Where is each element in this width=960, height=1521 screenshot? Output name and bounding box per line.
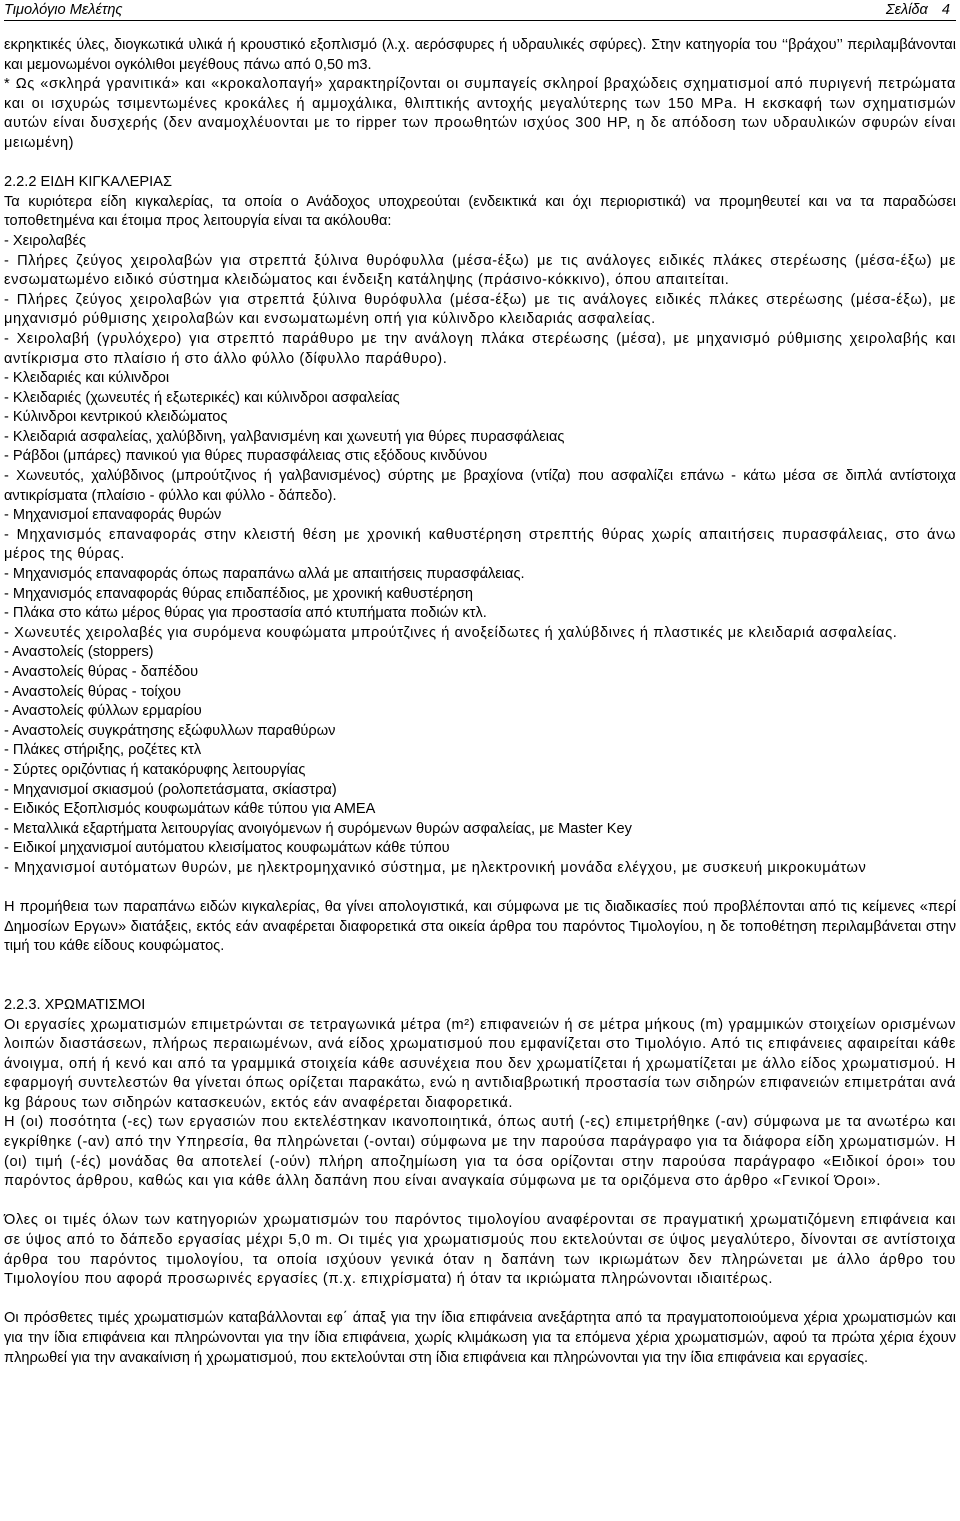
painting-payment: Η (οι) ποσότητα (-ες) των εργασιών που εκτελέστηκαν ικανοποιητικά, όπως αυτή (-ες) επιμετρήθηκε (-αν) σύμφωνα με τα ανωτέρω και εγκρίθηκε (-αν) από την Υπηρεσία, θα πληρώνεται (-ονται) σύμφωνα με την παρούσα παράγραφο για τα διάφορα είδη χρωματισμών. Η (οι) τιμή (-ές) μονάδας θα αποτελεί (-ούν) πλήρη αποζημίωση για τα όσα ορίζονται στην παρούσα παράγραφο «Ειδικοί όροι» του παρόντος άρθρου, καθώς και για κάθε άλλη δαπάνη που είναι αναγκαία σύμφωνα με τα οριζόμενα στο άρθρο «Γενικοί Όροι».: [4, 1114, 956, 1190]
list-item: - Αναστολείς θύρας - τοίχου: [4, 683, 181, 700]
page-number-value: 4: [941, 2, 950, 18]
list-item: - Χειρολαβή (γρυλόχερο) για στρεπτό παράθυρο με την ανάλογη πλάκα στερέωσης (μέσα), με μηχανισμό ρύθμισης χειρολαβής και αντίκρισμα στο πλαίσιο ή στο άλλο φύλλο (δίφυλλο παράθυρο).: [4, 330, 956, 367]
page-header: [4, 0, 956, 24]
list-item: - Κλειδαριές (χωνευτές ή εξωτερικές) και κύλινδροι ασφαλείας: [4, 389, 400, 406]
list-item: - Αναστολείς θύρας - δαπέδου: [4, 664, 199, 680]
list-item: - Αναστολείς συγκράτησης εξώφυλλων παραθύρων: [4, 722, 336, 739]
list-item: - Πλάκες στήριξης, ροζέτες κτλ: [4, 742, 202, 759]
spacer: [4, 1290, 956, 1310]
section-heading-painting: 2.2.3. ΧΡΩΜΑΤΙΣΜΟΙ: [4, 996, 146, 1013]
list-item: - Ειδικοί μηχανισμοί αυτόματου κλεισίματος κουφωμάτων κάθε τύπου: [4, 840, 450, 857]
list-item: - Ράβδοι (μπάρες) πανικού για θύρες πυρασφάλειας στις εξόδους κινδύνου: [4, 448, 488, 465]
hardware-intro: Τα κυριότερα είδη κιγκαλερίας, τα οποία ο Ανάδοχος υποχρεούται (ενδεικτικά και όχι περιοριστικά) να προμηθευτεί και να τα παραδώσει τοποθετημένα και έτοιμα προς λειτουργία είναι τα ακόλουθα:: [4, 193, 956, 230]
header-rule: [4, 20, 956, 21]
spacer: [4, 154, 956, 174]
list-item: - Σύρτες οριζόντιας ή κατακόρυφης λειτουργίας: [4, 761, 306, 778]
paragraph-granite-definition: * Ως «σκληρά γρανιτικά» και «κροκαλοπαγή» χαρακτηρίζονται οι συμπαγείς σκληροί βραχώδεις σχηματισμοί από πυριγενή πετρώματα και οι ισχυρώς τσιμεντωμένες κροκάλες ή αμμοχάλικα, θλιπτικής αντοχής μεγαλύτερης των 150 MPa. Η εκσκαφή των σχηματισμών αυτών είναι δυσχερής (δεν αναμοχλέυονται με το ripper των προωθητών ισχύος 300 HP, η δε απόδοση των υδραυλικών σφυρών είναι μειωμένη): [4, 76, 956, 151]
list-item: - Ειδικός Εξοπλισμός κουφωμάτων κάθε τύπου για ΑΜΕΑ: [4, 801, 376, 818]
list-item: - Κλειδαριά ασφαλείας, χαλύβδινη, γαλβανισμένη και χωνευτή για θύρες πυρασφάλειας: [4, 428, 565, 445]
painting-additional: Οι πρόσθετες τιμές χρωματισμών καταβάλλονται εφ΄ άπαξ για την ίδια επιφάνεια ανεξάρτητα από τα πραγματοποιούμενα χέρια χρωματισμών και για την ίδια επιφάνεια και πληρώνονται για την ίδια επιφάνεια, χωρίς κλιμάκωση για τα επόμενα χέρια χρωματισμών, αφού τα πρώτα χέρια έχουν πληρωθεί για την ανακαίνιση ή χρωματισμού, που εκτελούνται στη ίδια επιφάνεια και πληρώνονται για την ίδια επιφάνεια και εργασίες.: [4, 1310, 956, 1366]
painting-prices: Όλες οι τιμές όλων των κατηγοριών χρωματισμών του παρόντος τιμολογίου αναφέρονται σε πραγματική χρωματιζόμενη επιφάνεια και σε ύψος από το δάπεδο εργασίας μέχρι 5,0 m. Οι τιμές για χρωματισμούς που εκτελούνται σε ύψος μεγαλύτερο, δίνονται σε αντίστοιχα άρθρα του παρόντος τιμολογίου, τα οποία ισχύουν γενικά όταν η δαπάνη των ικριωμάτων δεν πληρώνεται με άλλο άρθρο του Τιμολογίου που αφορά προσωρινές εργασίες (π.χ. επιχρίσματα) ή όταν τα ικριώματα πληρώνονται ιδιαιτέρως.: [4, 1212, 956, 1288]
list-item: - Μηχανισμοί αυτόματων θυρών, με ηλεκτρομηχανικό σύστημα, με ηλεκτρονική μονάδα ελέγχου, με συσκευή μικροκυμάτων: [4, 859, 867, 876]
spacer: [4, 879, 956, 899]
page-number: [886, 0, 950, 20]
list-item: - Μηχανισμός επαναφοράς στην κλειστή θέση με χρονική καθυστέρηση στρεπτής θύρας χωρίς απαιτήσεις πυρασφάλειας, στο άνω μέρος της θύρας.: [4, 526, 956, 563]
hardware-closing: Η προμήθεια των παραπάνω ειδών κιγκαλερίας, θα γίνει απολογιστικά, και σύμφωνα με τις διαδικασίες πού προβλέπονται από τις κείμενες «περί Δημοσίων Εργων» διατάξεις, εκτός εάν αναφέρεται διαφορετικά στα οικεία άρθρα του παρόντος Τιμολογίου, η δε τοποθέτηση περιλαμβάνεται στην τιμή του κάθε είδους κουφώματος.: [4, 899, 956, 955]
page-content: [4, 24, 956, 1368]
paragraph-rock-definition: εκρηκτικές ύλες, διογκωτικά υλικά ή κρουστικό εξοπλισμό (λ.χ. αερόσφυρες ή υδραυλικές σφύρες). Στην κατηγορία του ‘‘βράχου’’ περιλαμβάνονται και μεμονωμένοι ογκόλιθοι μεγέθους πάνω από 0,50 m3.: [4, 37, 956, 73]
document-title: Τιμολόγιο Μελέτης: [4, 2, 123, 18]
list-item: - Μηχανισμός επαναφοράς θύρας επιδαπέδιος, με χρονική καθυστέρηση: [4, 585, 474, 602]
list-item: - Πλήρες ζεύγος χειρολαβών για στρεπτά ξύλινα θυρόφυλλα (μέσα-έξω) με τις ανάλογες ειδικές πλάκες στερέωσης (μέσα-έξω) με ενσωματωμένο ειδικό σύστημα κλειδώματος και ένδειξη κατάληψης (πράσινο-κόκκινο), όπου απαιτείται.: [4, 252, 956, 289]
list-item: - Μηχανισμοί επαναφοράς θυρών: [4, 507, 222, 524]
spacer: [4, 957, 956, 996]
list-item: - Χειρολαβές: [4, 232, 86, 249]
section-heading-hardware: 2.2.2 ΕΙΔΗ ΚΙΓΚΑΛΕΡΙΑΣ: [4, 174, 172, 191]
list-item: - Αναστολείς φύλλων ερμαρίου: [4, 703, 202, 720]
painting-measurement: Οι εργασίες χρωματισμών επιμετρώνται σε τετραγωνικά μέτρα (m²) επιφανειών ή σε μέτρα μήκους (m) γραμμικών στοιχείων ορισμένων λοιπών διαστάσεων, πλήρως περαιωμένων, ανά είδος χρωματισμού που εμφανίζεται στο Τιμολόγιο. Από τις επιφάνειες αφαιρείται κάθε άνοιγμα, οπή ή κενό και από τα γραμμικά στοιχεία κάθε ασυνέχεια που δεν χρωματίζεται ή χρωματίζεται με άλλο είδος χρωματισμού. Η εφαρμογή συντελεστών θα γίνεται όπως ορίζεται παρακάτω, ενώ η αντιδιαβρωτική προστασία των σιδηρών επιφανειών επιμετράται ανά kg βάρους των σιδηρών κατασκευών, εκτός εάν αναφέρεται διαφορετικά.: [4, 1016, 957, 1111]
list-item: - Μηχανισμός επαναφοράς όπως παραπάνω αλλά με απαιτήσεις πυρασφάλειας.: [4, 566, 525, 583]
hardware-list: [4, 232, 956, 879]
list-item: - Πλήρες ζεύγος χειρολαβών για στρεπτά ξύλινα θυρόφυλλα (μέσα-έξω) με τις ανάλογες ειδικές πλάκες στερέωσης (μέσα-έξω), με μηχανισμό ρύθμισης χειρολαβών και ενσωματωμένη οπή για κύλινδρο κλειδαριάς ασφαλείας.: [4, 291, 956, 328]
list-item: - Μεταλλικά εξαρτήματα λειτουργίας ανοιγόμενων ή συρόμενων θυρών ασφαλείας, με Master Key: [4, 820, 632, 837]
page-label: Σελίδα: [885, 2, 928, 18]
list-item: - Χωνευτές χειρολαβές για συρόμενα κουφώματα μπρούτζινες ή ανοξείδωτες ή χαλύβδινες ή πλαστικές με κλειδαριά ασφαλείας.: [4, 624, 898, 641]
list-item: - Μηχανισμοί σκιασμού (ρολοπετάσματα, σκίαστρα): [4, 781, 337, 798]
list-item: - Χωνευτός, χαλύβδινος (μπρούτζινος ή γαλβανισμένος) σύρτης με βραχίονα (ντίζα) που ασφαλίζει επάνω - κάτω μέσα σε διπλά αντίστοιχα αντικρίσματα (πλαίσιο - φύλλο και φύλλο - δάπεδο).: [4, 468, 956, 504]
list-item: - Κύλινδροι κεντρικού κλειδώματος: [4, 409, 228, 426]
list-item: - Πλάκα στο κάτω μέρος θύρας για προστασία από κτυπήματα ποδιών κτλ.: [4, 605, 487, 622]
spacer: [4, 1192, 956, 1212]
list-item: - Αναστολείς (stoppers): [4, 644, 154, 661]
list-item: - Κλειδαριές και κύλινδροι: [4, 370, 170, 387]
